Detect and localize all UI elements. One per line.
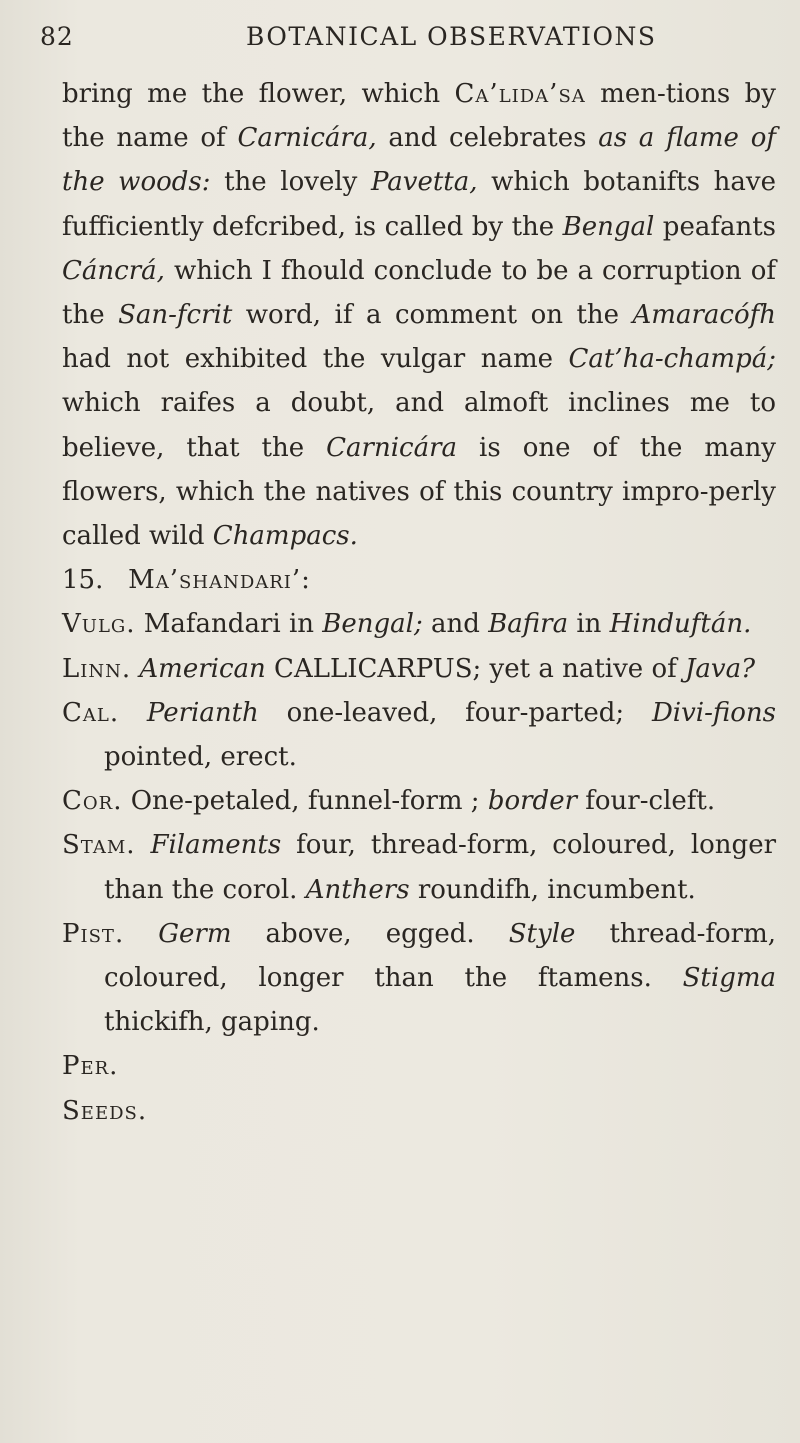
entry-label: Cal. bbox=[62, 697, 120, 728]
page-number: 82 bbox=[40, 22, 74, 51]
entry-cal: Cal. Perianth one-leaved, four-parted; Divi-fions pointed, erect. bbox=[62, 697, 776, 773]
entry-seeds bbox=[62, 1089, 776, 1133]
section-heading bbox=[62, 558, 776, 602]
entry-label: Vulg. bbox=[62, 609, 136, 640]
entry-linn: Linn. American CALLICARPUS; yet a native of Java? bbox=[62, 653, 756, 684]
entry-label: Seeds. bbox=[62, 1095, 148, 1126]
entry-label: Linn. bbox=[62, 653, 132, 684]
entry-label: Pist. bbox=[62, 918, 125, 949]
entry-label: Per. bbox=[62, 1051, 119, 1082]
entry-per bbox=[62, 1044, 776, 1088]
page-header bbox=[40, 20, 760, 60]
entry-pist: Pist. Germ above, egged. Style thread-form, coloured, longer than the ftamens. Stigma thickifh, gaping. bbox=[62, 918, 777, 1038]
page-body bbox=[62, 72, 776, 1133]
entry-stam: Stam. Filaments four, thread-form, coloured, longer than the corol. Anthers roundifh, incumbent. bbox=[62, 830, 777, 905]
entry-vulg: Vulg. Mafandari in Bengal; and Bafira in Hinduftán. bbox=[62, 609, 752, 640]
running-title: BOTANICAL OBSERVATIONS bbox=[246, 22, 657, 51]
section-number: 15. bbox=[62, 565, 104, 596]
section-name: Ma’shandari’: bbox=[128, 565, 311, 596]
entry-label: Stam. bbox=[62, 830, 136, 861]
entry-label: Cor. bbox=[62, 786, 123, 817]
entry-cor: Cor. One-petaled, funnel-form ; border four-cleft. bbox=[62, 786, 716, 817]
intro-paragraph: bring me the flower, which Ca’lida’sa men-tions by the name of Carnicára, and celebrates as a flame of the woods: the lovely Pavetta, which botanifts have fufficiently defcribed, is called by the Bengal peafants Cáncrá, which I fhould conclude to be a corruption of the San-fcrit word, if a comment on the Amaracófh had not exhibited the vulgar name Cat’ha-champá; which raifes a doubt, and almoft inclines me to believe, that the Carnicára is one of the many flowers, which the natives of this country impro-perly called wild Champacs. bbox=[62, 79, 777, 552]
